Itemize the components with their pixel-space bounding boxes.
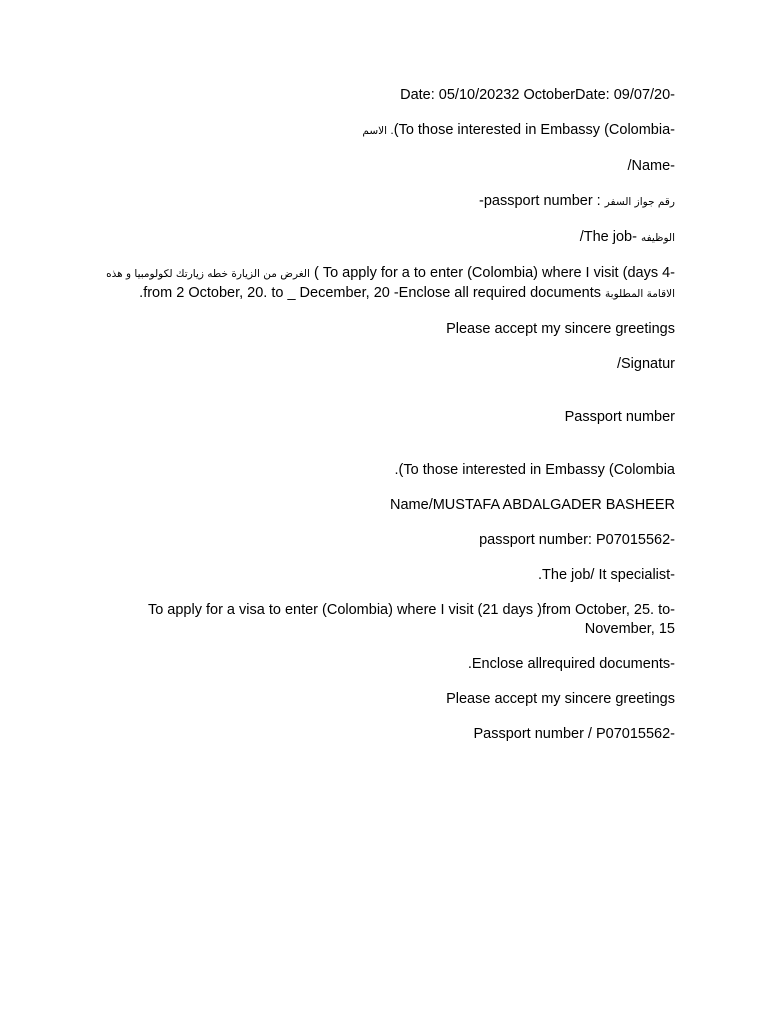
purpose-line-2b: November, 15 [584, 621, 675, 637]
job-line [92, 228, 675, 248]
purpose-line-1 [92, 264, 675, 284]
purpose-arabic-1: الغرض من الزيارة خطه زيارتك لكولومبيا و هذه [106, 268, 310, 280]
enclose-line: .Enclose allrequired documents- [467, 656, 675, 672]
recipient-english: (To those interested in Embassy (Colombia- [393, 122, 675, 138]
job-english: /The job- [579, 229, 637, 245]
signature-line: /Signatur [616, 356, 675, 372]
name-line-2: Name/MUSTAFA ABDALGADER BASHEER [390, 497, 675, 513]
passport-line [92, 192, 675, 212]
passport-arabic: رقم جواز السفر [604, 196, 675, 208]
purpose-line-2 [92, 284, 675, 304]
purpose-english-2: .from 2 October, 20. to _ December, 20 -Enclose all required documents [139, 285, 601, 301]
job-arabic: الوظيفه [640, 232, 675, 244]
passport-number-label: Passport number [564, 409, 675, 425]
passport-english: -passport number : [479, 193, 601, 209]
letter-page [92, 86, 675, 744]
date-line: Date: 05/10/20232 OctoberDate: 09/07/20- [400, 87, 675, 103]
greetings-line: Please accept my sincere greetings [446, 321, 675, 337]
job-line-2: .The job/ It specialist- [538, 567, 675, 583]
passport-footer-line: Passport number / P07015562- [473, 726, 675, 742]
purpose-english-1: ( To apply for a to enter (Colombia) where I visit (days 4- [313, 265, 675, 281]
recipient-line-2: .(To those interested in Embassy (Colombia [394, 462, 675, 478]
purpose-arabic-2: الاقامة المطلوبة [605, 288, 675, 300]
recipient-arabic: الاسم . [362, 125, 394, 137]
name-line: /Name- [627, 158, 675, 174]
purpose-line-2a: To apply for a visa to enter (Colombia) where I visit (21 days )from October, 25. to- [147, 602, 675, 618]
passport-line-2: passport number: P07015562- [479, 532, 675, 548]
greetings-line-2: Please accept my sincere greetings [446, 691, 675, 707]
recipient-line [92, 121, 675, 141]
